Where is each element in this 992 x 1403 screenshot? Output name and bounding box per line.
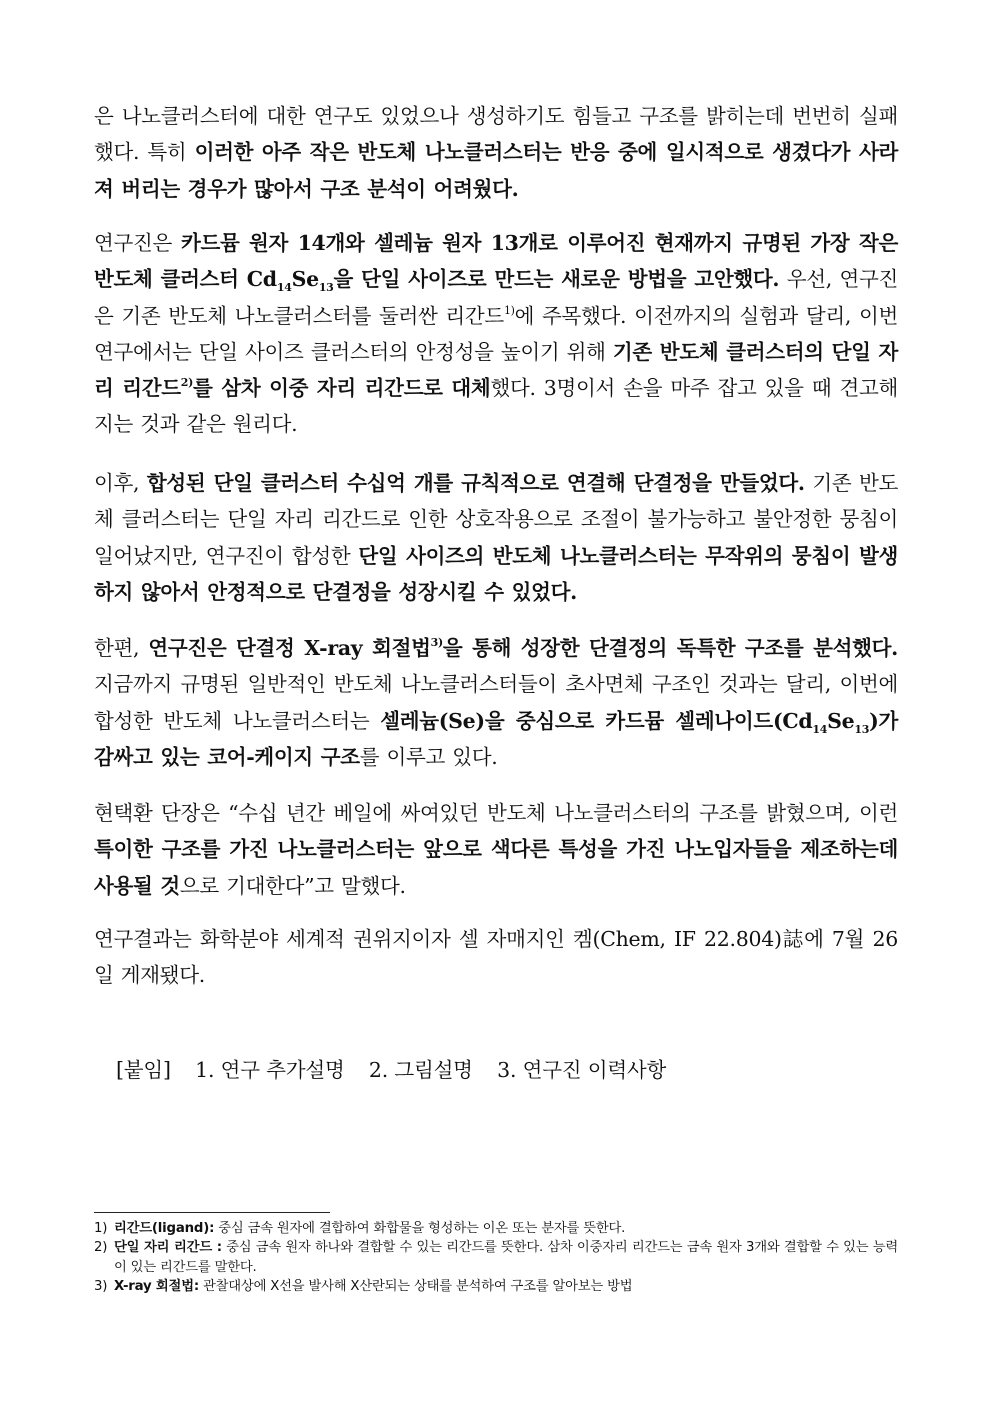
bold-text-run: 을 통해 성장한 단결정의 독특한 구조를 분석했다.: [442, 636, 898, 660]
bold-text-run: )가 감싸고 있는 코어-케이지 구조: [94, 708, 898, 769]
footnote-3: [94, 1277, 898, 1296]
subscript: 14: [276, 281, 292, 295]
footnote-number: 1): [94, 1221, 108, 1236]
paragraph-quote: [94, 795, 898, 904]
text-run: 연구결과는 화학분야 세계적 권위지이자 셀 자매지인 켐(Chem, IF 22.804)誌에 7월 26일 게재됐다.: [94, 927, 898, 988]
paragraph-background: [94, 98, 898, 207]
footnote-term: 리간드(ligand):: [114, 1221, 215, 1236]
bold-text-run: Se: [827, 708, 855, 733]
footnote-text: 관찰대상에 X선을 발사해 X산란되는 상태를 분석하여 구조를 알아보는 방법: [198, 1278, 633, 1294]
bold-text-run: 연구진은 단결정 X-ray 회절법: [148, 636, 431, 660]
text-run: 으로 기대한다”고 말했다.: [179, 873, 406, 898]
paragraph-structure-analysis: [94, 630, 898, 775]
footnote-term: X-ray 회절법:: [114, 1278, 199, 1294]
attachment-item[interactable]: 1. 연구 추가설명: [195, 1058, 345, 1082]
attachments-line: [116, 1053, 684, 1083]
footnote-term: 단일 자리 리간드 :: [114, 1240, 222, 1256]
footnote-1: [94, 1219, 898, 1238]
paragraph-crystal-growth: [94, 465, 898, 610]
text-run: 를 이루고 있다.: [359, 744, 498, 769]
attachment-item[interactable]: 2. 그림설명: [368, 1058, 473, 1082]
subscript: 14: [812, 722, 828, 736]
bold-text-run: 이러한 아주 작은 반도체 나노클러스터는 반응 중에 일시적으로 생겼다가 사라져 버리는 경우가 많아서 구조 분석이 어려웠다.: [94, 140, 898, 201]
bold-text-run: 단일 사이즈의 반도체 나노클러스터는 무작위의 뭉침이 발생하지 않아서 안정적으로 단결정을 성장시킬 수 있었다.: [94, 543, 898, 604]
footnote-divider: [94, 1212, 330, 1213]
bold-text-run: 특이한 구조를 가진 나노클러스터는 앞으로 색다른 특성을 가진 나노입자들을 제조하는데 사용될 것: [94, 837, 898, 898]
paragraph-publication: [94, 921, 898, 994]
footnote-2: [94, 1238, 898, 1277]
attachments-label: [붙임]: [116, 1058, 171, 1082]
text-run: 이후,: [94, 471, 147, 495]
text-run: 은 나노클러스터에 대한 연구도 있었으나 생성하기도 힘들고 구조를 밝히는데 번번히 실패했다. 특히: [94, 104, 898, 165]
bold-text-run: 셀레늄(Se)을 중심으로 카드뮴 셀레나이드(Cd: [380, 708, 813, 733]
text-run: 한편,: [94, 636, 149, 660]
subscript: 13: [854, 722, 870, 736]
paragraph-method: [94, 225, 898, 443]
text-run: 연구진은: [94, 231, 181, 255]
bold-text-run: Se: [291, 267, 319, 292]
text-run: 기존 반도체 클러스터는 단일 자리 리간드로 인한 상호작용으로 조절이 불가능하고 불안정한 뭉침이 일어났지만, 연구진이 합성한: [94, 471, 898, 568]
footnote-number: 2): [94, 1240, 108, 1256]
text-run: 했다. 3명이서 손을 마주 잡고 있을 때 견고해지는 것과 같은 원리다.: [94, 376, 898, 437]
text-run: 지금까지 규명된 일반적인 반도체 나노클러스터들이 초사면체 구조인 것과는 달리, 이번에 합성한 반도체 나노클러스터는: [94, 672, 898, 733]
text-run: 현택환 단장은 “수십 년간 베일에 싸여있던 반도체 나노클러스터의 구조를 밝혔으며, 이런: [94, 801, 898, 825]
footnotes: [94, 1219, 898, 1296]
text-run: 우선, 연구진은 기존 반도체 나노클러스터를 둘러싼 리간드: [94, 267, 898, 328]
footnote-number: 3): [94, 1278, 108, 1294]
attachment-item[interactable]: 3. 연구진 이력사항: [497, 1058, 667, 1082]
footnote-ref-2[interactable]: 2): [180, 376, 194, 390]
footnote-ref-3[interactable]: 3): [430, 636, 443, 650]
bold-text-run: 를 삼차 이중 자리 리간드로 대체: [193, 376, 491, 401]
text-run: 에 주목했다. 이전까지의 실험과 달리, 이번 연구에서는 단일 사이즈 클러스터의 안정성을 높이기 위해: [94, 303, 898, 364]
footnote-text: 중심 금속 원자 하나와 결합할 수 있는 리간드를 뜻한다. 삼차 이중자리 리간드는 금속 원자 3개와 결합할 수 있는 능력이 있는 리간드를 말한다.: [114, 1240, 899, 1275]
bold-text-run: 카드뮴 원자 14개와 셀레늄 원자 13개로 이루어진 현재까지 규명된 가장 작은 반도체 클러스터 Cd: [94, 231, 898, 292]
footnote-ref-1[interactable]: 1): [503, 303, 515, 317]
bold-text-run: 기존 반도체 클러스터의 단일 자리 리간드: [94, 339, 898, 401]
bold-text-run: 을 단일 사이즈로 만드는 새로운 방법을 고안했다.: [333, 267, 780, 292]
subscript: 13: [318, 281, 334, 295]
footnote-text: 중심 금속 원자에 결합하여 화합물을 형성하는 이온 또는 분자를 뜻한다.: [214, 1221, 626, 1236]
bold-text-run: 합성된 단일 클러스터 수십억 개를 규칙적으로 연결해 단결정을 만들었다.: [146, 471, 805, 495]
